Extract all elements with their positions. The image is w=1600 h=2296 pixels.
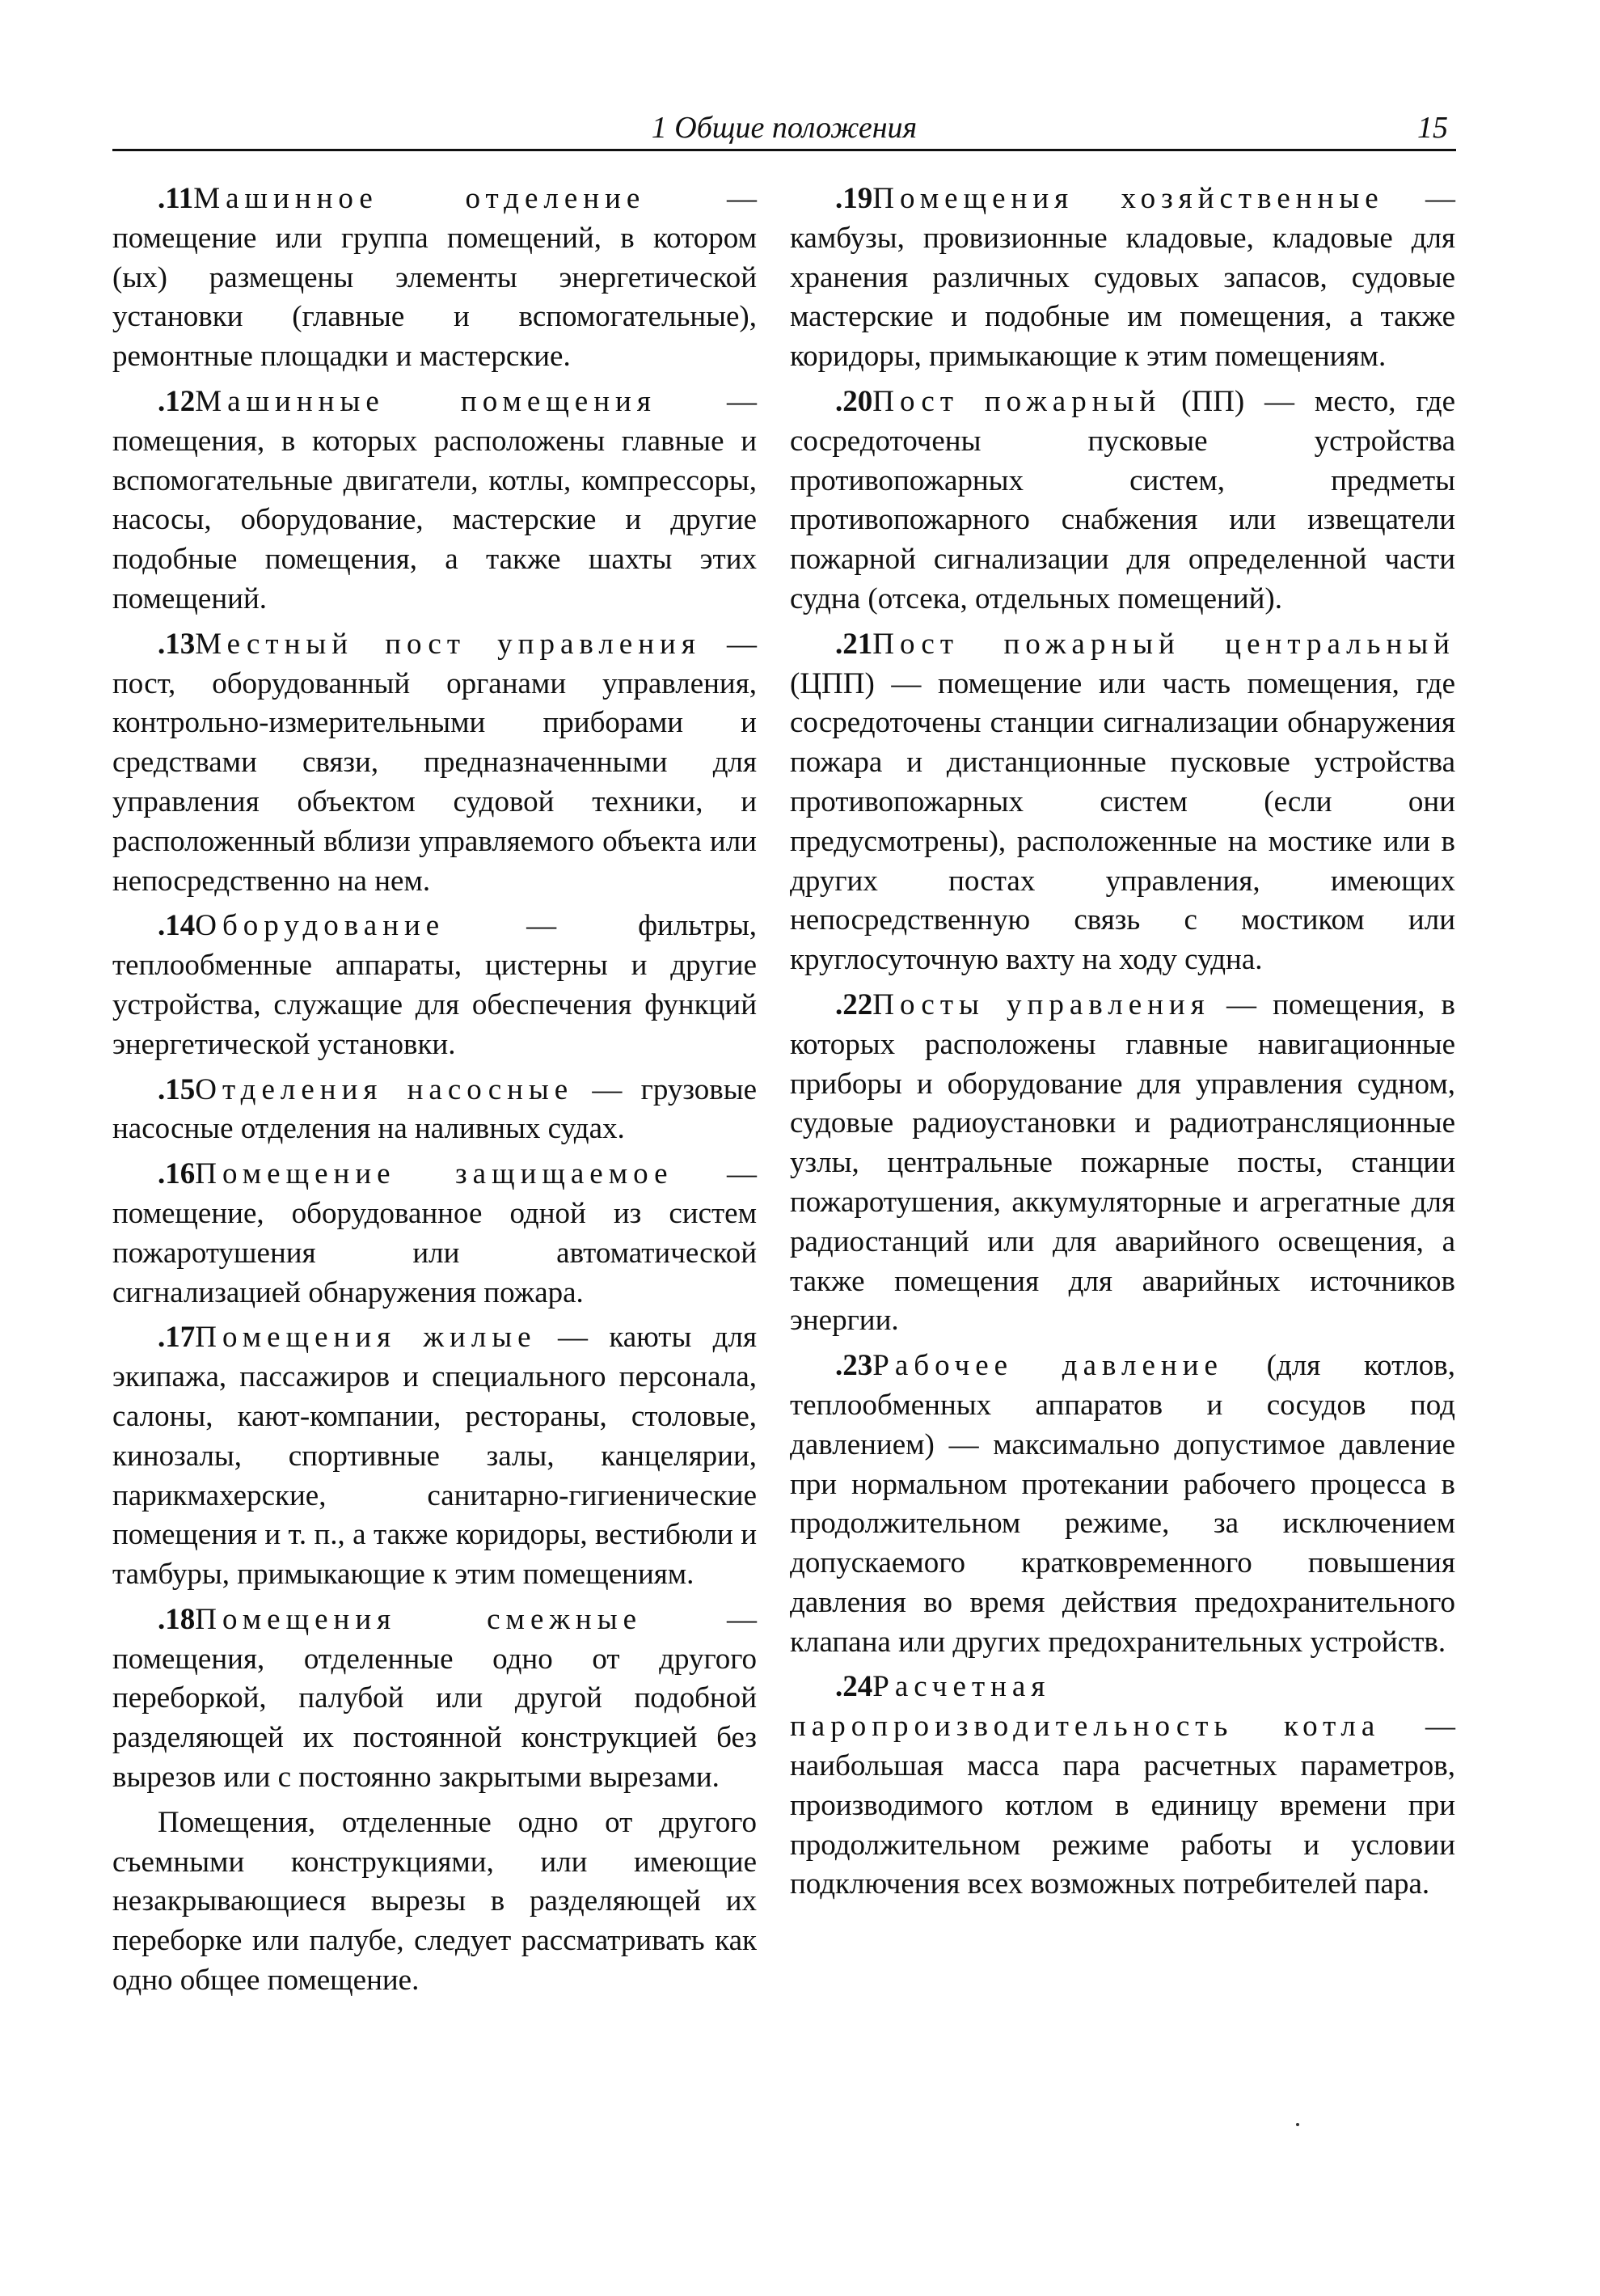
clause-number: .15 — [158, 1072, 196, 1106]
definition-text: — фильтры, теплообменные аппараты, цистерны и другие устройства, служащие для обеспечения функций энергетической установки. — [112, 909, 757, 1061]
defined-term: Помещения жилые — [195, 1321, 537, 1355]
definition-text: — помещения, в которых расположены главные и вспомогательные двигатели, котлы, компрессоры, насосы, оборудование, мастерские и другие подобные помещения, а также шахты этих помещений. — [112, 384, 757, 615]
clause-number: .24 — [835, 1670, 873, 1704]
definition-text: Помещения, отделенные одно от другого съемными конструкциями, или имеющие незакрывающиеся вырезы в разделяющей их переборке или палубе, следует рассматривать как одно общее помещение. — [112, 1805, 757, 1998]
defined-term: Пост пожарный — [872, 384, 1162, 418]
definition-paragraph — [112, 1803, 757, 2001]
defined-term: Посты управления — [872, 987, 1210, 1021]
definition-text: — помещение или группа помещений, в котором (ых) размещены элементы энергетической установки (главные и вспомогательные), ремонтные площадки и мастерские. — [112, 182, 757, 374]
clause-number: .12 — [158, 384, 196, 418]
definition-paragraph — [112, 1600, 757, 1798]
definition-paragraph — [790, 383, 1455, 619]
page-number: 15 — [1417, 111, 1448, 145]
defined-term: Местный пост управления — [195, 627, 701, 661]
definition-text: (для котлов, теплообменных аппаратов и сосудов под давлением) — максимально допустимое давление при нормальном протекании рабочего процесса в продолжительном режиме, за исключением допускаемого кратковременного повышения давления во время действия предохранительного клапана или других предохранительных устройств. — [790, 1349, 1455, 1659]
clause-number: .23 — [835, 1349, 873, 1383]
scan-speck — [1296, 2123, 1299, 2126]
definition-text: (ЦПП) — помещение или часть помещения, где сосредоточены станции сигнализации обнаружения пожара и дистанционные пусковые устройства противопожарных систем (если они предусмотрены), расположенные на мостике или в других постах управления, имеющих непосредственную связь с мостиком или круглосуточную вахту на ходу судна. — [790, 666, 1455, 977]
definition-paragraph — [112, 1318, 757, 1595]
chapter-title: 1 Общие положения — [651, 111, 918, 145]
definition-paragraph — [112, 907, 757, 1064]
definition-paragraph — [112, 383, 757, 619]
clause-number: .19 — [835, 182, 873, 215]
definition-text: — наибольшая масса пара расчетных параметров, производимого котлом в единицу времени при продолжительном режиме работы и условии подключения всех возможных потребителей пара. — [790, 1710, 1455, 1901]
definition-text: — помещения, в которых расположены главные навигационные приборы и оборудование для управления судном, судовые радиоустановки и радиотрансляционные узлы, центральные пожарные посты, станции пожаротушения, аккумуляторные и агрегатные для радиостанций или для аварийного освещения, а также помещения для аварийных источников энергии. — [790, 987, 1455, 1338]
definition-paragraph — [790, 625, 1455, 980]
clause-number: .16 — [158, 1157, 196, 1191]
defined-term: Оборудование — [195, 909, 445, 943]
defined-term: Расчетная паропроизводительность котла — [790, 1670, 1381, 1744]
definition-text: — камбузы, провизионные кладовые, кладовые для хранения различных судовых запасов, судовые мастерские и подобные им помещения, а также коридоры, примыкающие к этим помещениям. — [790, 182, 1455, 374]
definition-text: — грузовые насосные отделения на наливных судах. — [112, 1072, 757, 1146]
defined-term: Машинное отделение — [193, 182, 646, 215]
defined-term: Машинные помещения — [195, 384, 656, 418]
definition-text: — помещение, оборудованное одной из систем пожаротушения или автоматической сигнализацией обнаружения пожара. — [112, 1157, 757, 1309]
definition-paragraph — [790, 180, 1455, 377]
running-header — [112, 107, 1456, 151]
definition-paragraph — [112, 1071, 757, 1150]
clause-number: .20 — [835, 384, 873, 418]
defined-term: Отделения насосные — [195, 1072, 574, 1106]
definition-paragraph — [112, 1155, 757, 1313]
clause-number: .21 — [835, 627, 873, 661]
defined-term: Помещение защищаемое — [195, 1157, 673, 1191]
defined-term: Рабочее давление — [872, 1349, 1223, 1383]
definition-text: — помещения, отделенные одно от другого переборкой, палубой или другой подобной разделяющей их постоянной конструкцией без вырезов или с постоянно закрытыми вырезами. — [112, 1602, 758, 1795]
clause-number: .18 — [158, 1602, 196, 1636]
clause-number: .22 — [835, 987, 873, 1021]
definition-paragraph — [790, 1668, 1455, 1905]
left-column — [112, 180, 757, 2006]
defined-term: Пост пожарный центральный — [872, 627, 1455, 661]
clause-number: .14 — [158, 909, 196, 943]
definition-text: (ПП) — место, где сосредоточены пусковые устройства противопожарных систем, предметы противопожарного снабжения или извещатели пожарной сигнализации для определенной части судна (отсека, отдельных помещений). — [790, 384, 1456, 615]
definition-paragraph — [790, 986, 1455, 1341]
defined-term: Помещения смежные — [195, 1602, 643, 1636]
definition-text: — пост, оборудованный органами управления, контрольно-измерительными приборами и средствами связи, предназначенными для управления объектом судовой техники, и расположенный вблизи управляемого объекта или непосредственно на нем. — [112, 627, 757, 898]
defined-term: Помещения хозяйственные — [872, 182, 1384, 215]
definition-paragraph — [790, 1347, 1455, 1662]
clause-number: .13 — [158, 627, 196, 661]
clause-number: .17 — [158, 1321, 196, 1355]
right-column — [790, 180, 1455, 1910]
clause-number: .11 — [158, 182, 194, 215]
definition-paragraph — [112, 180, 757, 377]
definition-text: — каюты для экипажа, пассажиров и специального персонала, салоны, кают-компании, рестораны, столовые, кинозалы, спортивные залы, канцелярии, парикмахерские, санитарно-гигиенические помещения и т. п., а также коридоры, вестибюли и тамбуры, примыкающие к этим помещениям. — [112, 1321, 757, 1592]
definition-paragraph — [112, 625, 757, 902]
